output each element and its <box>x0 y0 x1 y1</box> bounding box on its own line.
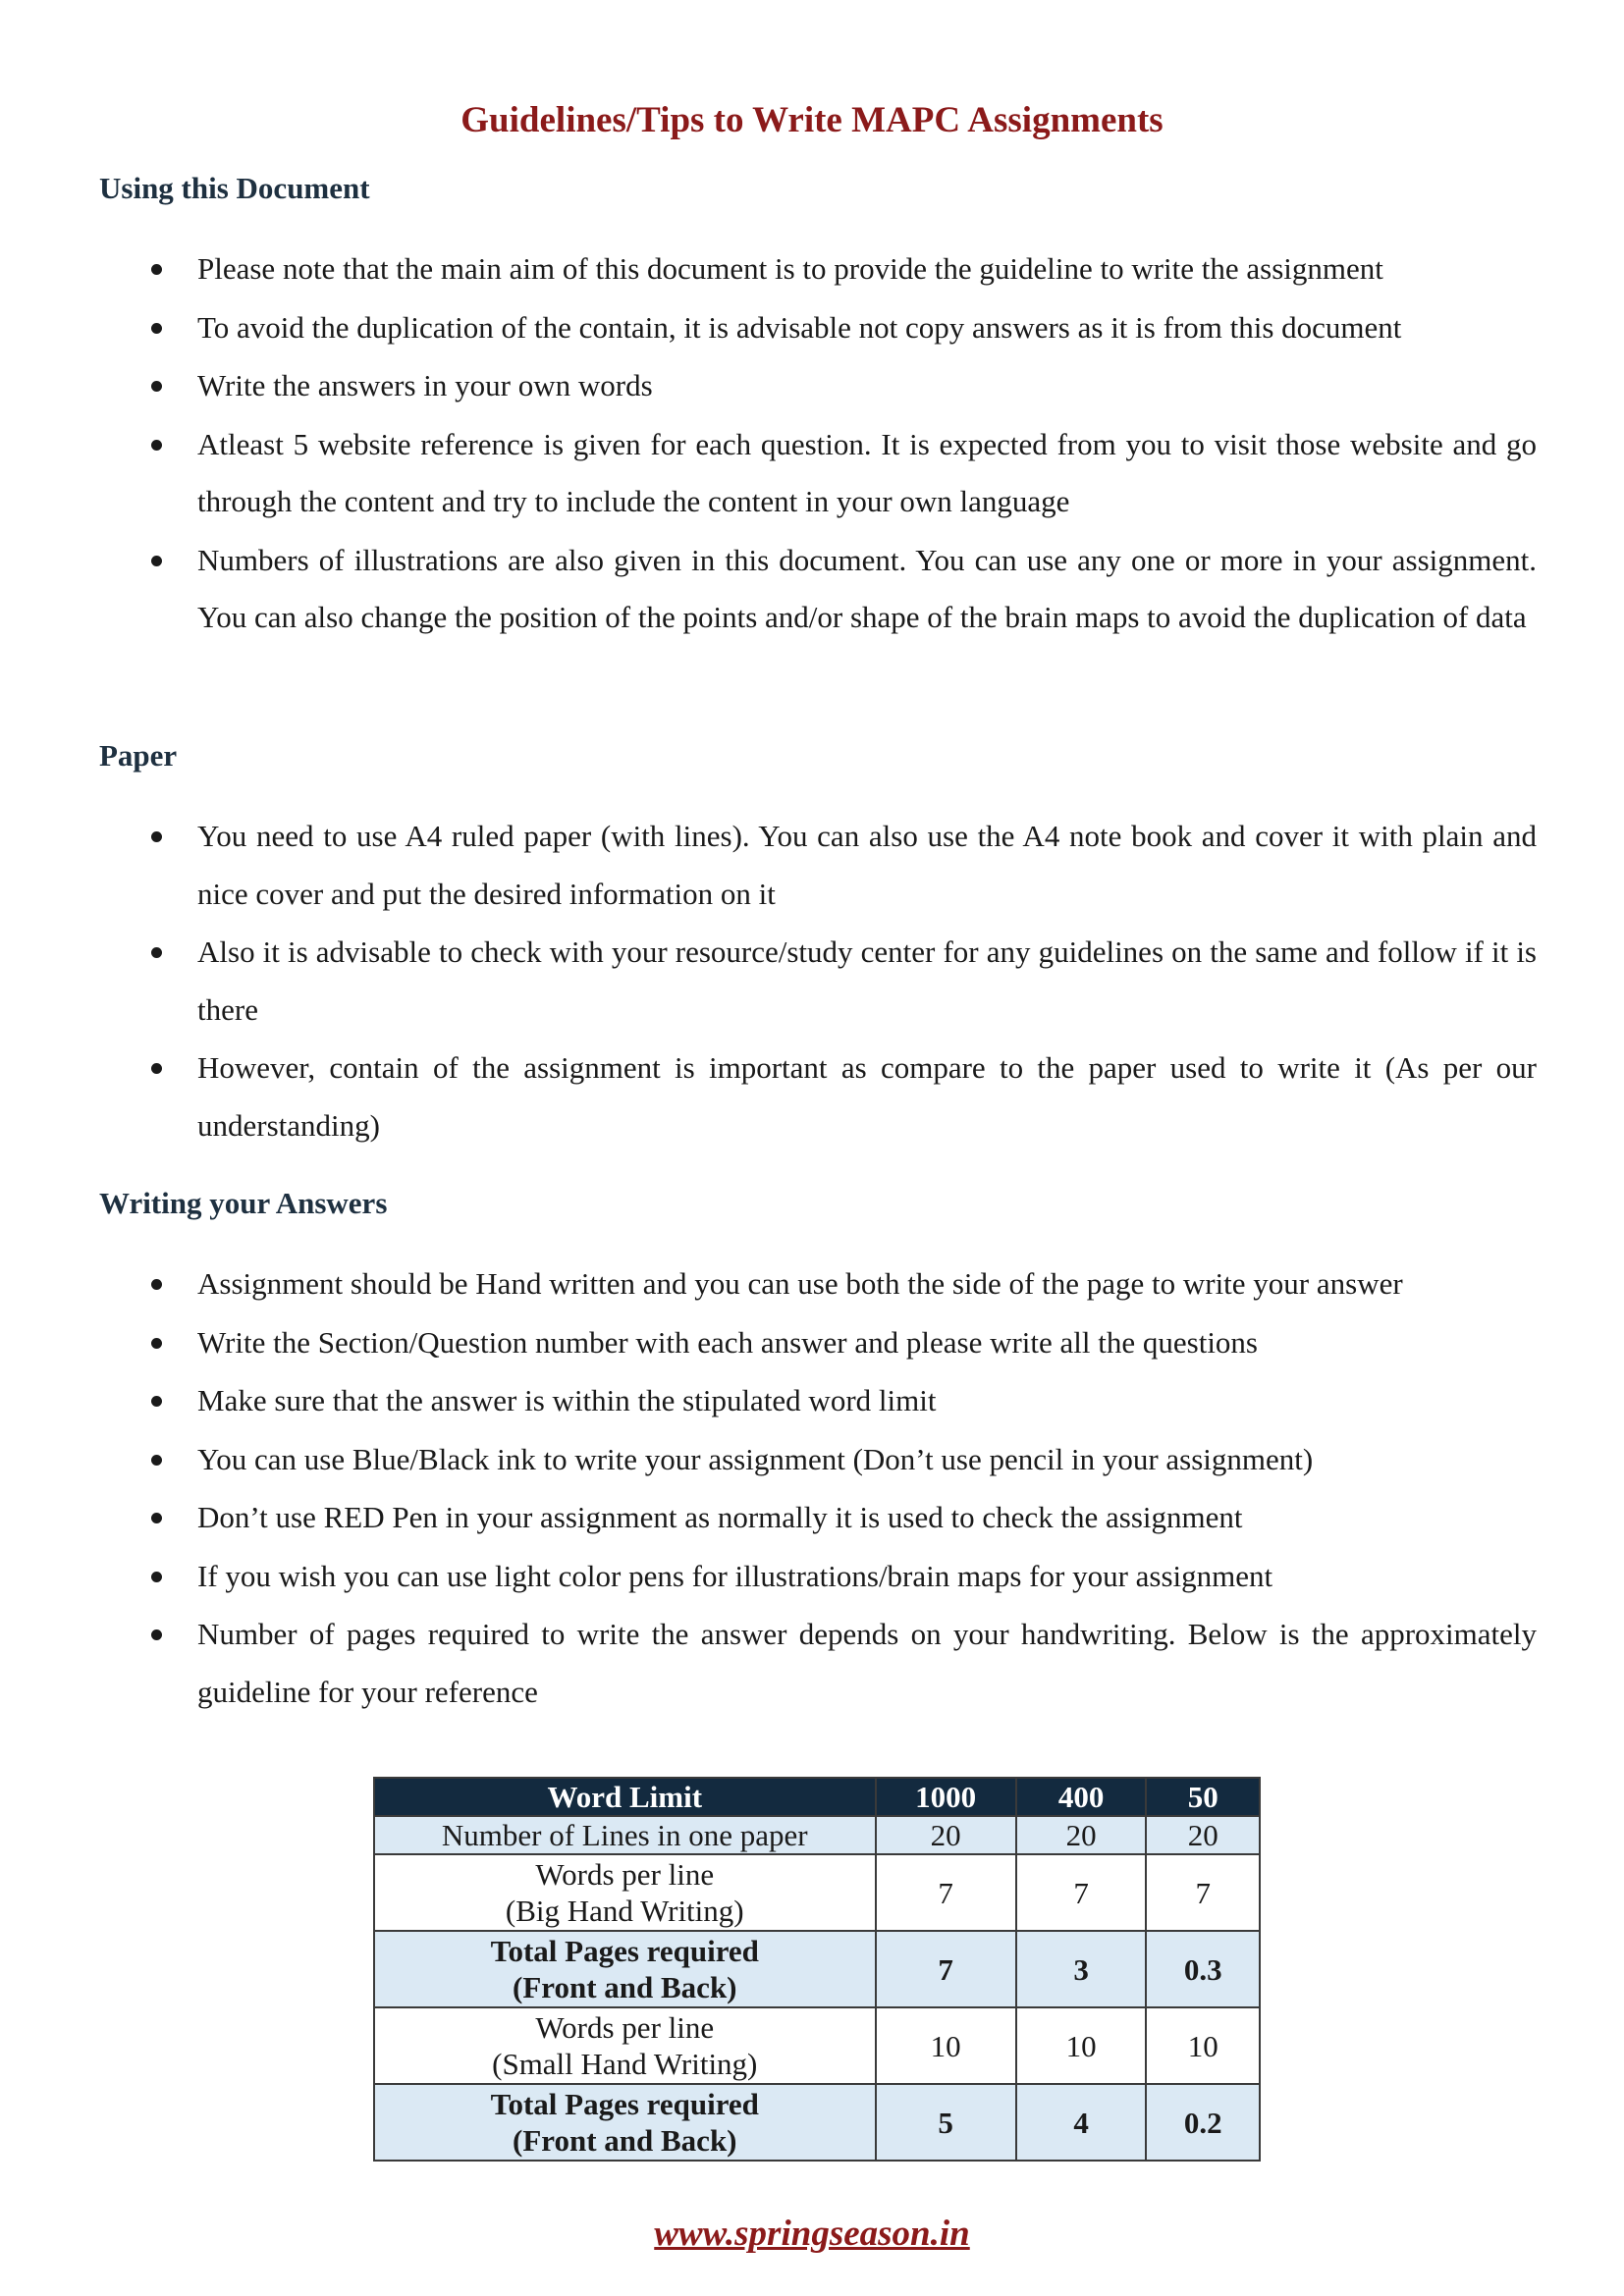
bullet-list-paper <box>0 808 1624 1154</box>
bullet-point-icon <box>151 440 162 451</box>
table-cell: 7 <box>1146 1854 1260 1931</box>
bullet-point-icon <box>151 947 162 958</box>
bullet-point-icon <box>151 381 162 392</box>
bullet-point-icon <box>151 1513 162 1523</box>
website-link[interactable]: www.springseason.in <box>654 2214 970 2254</box>
table-row-label <box>374 2007 876 2084</box>
bullet-item <box>197 1489 1537 1547</box>
table-cell: 3 <box>1016 1931 1147 2007</box>
label-line: Total Pages required <box>490 1934 759 1968</box>
document-title: Guidelines/Tips to Write MAPC Assignments <box>460 100 1164 140</box>
section-heading-paper: Paper <box>99 738 178 773</box>
table-cell: 0.2 <box>1146 2084 1260 2161</box>
bullet-item <box>197 1314 1537 1372</box>
label-line: (Front and Back) <box>513 1970 737 2004</box>
bullet-item <box>197 357 1537 415</box>
table-cell: 10 <box>1146 2007 1260 2084</box>
table-header-cell: 400 <box>1016 1778 1147 1816</box>
bullet-text: Don’t use RED Pen in your assignment as normally it is used to check the assignment <box>197 1500 1243 1534</box>
table-cell: 0.3 <box>1146 1931 1260 2007</box>
label-line: Number of Lines in one paper <box>441 1818 808 1852</box>
label-line: Words per line <box>535 1857 715 1892</box>
bullet-item <box>197 240 1537 298</box>
table-cell: 20 <box>1016 1816 1147 1854</box>
bullet-text: If you wish you can use light color pens for illustrations/brain maps for your assignment <box>197 1558 1273 1593</box>
bullet-item <box>197 416 1537 531</box>
bullet-point-icon <box>151 264 162 275</box>
table-cell: 20 <box>1146 1816 1260 1854</box>
bullet-text: Numbers of illustrations are also given in this document. You can use any one or more in your assignment. You can also change the position of the points and/or shape of the brain maps to avoid the duplication of data <box>197 542 1537 634</box>
table-header-cell: 50 <box>1146 1778 1260 1816</box>
bullet-item <box>197 924 1537 1039</box>
bullet-point-icon <box>151 556 162 566</box>
bullet-point-icon <box>151 1455 162 1466</box>
bullet-item <box>197 808 1537 923</box>
bullet-text: Atleast 5 website reference is given for each question. It is expected from you to visit those website and go through the content and try to include the content in your own language <box>197 426 1537 518</box>
table-cell: 4 <box>1016 2084 1147 2161</box>
label-line: Total Pages required <box>490 2087 759 2121</box>
bullet-point-icon <box>151 831 162 842</box>
bullet-item <box>197 299 1537 357</box>
bullet-point-icon <box>151 1063 162 1074</box>
label-line: (Small Hand Writing) <box>492 2047 758 2081</box>
label-line: (Front and Back) <box>513 2123 737 2158</box>
table-row-label <box>374 2084 876 2161</box>
table-cell: 7 <box>876 1931 1016 2007</box>
table-cell: 20 <box>876 1816 1016 1854</box>
table-cell: 10 <box>876 2007 1016 2084</box>
table-cell: 7 <box>1016 1854 1147 1931</box>
bullet-text: However, contain of the assignment is important as compare to the paper used to write it (As per our understanding) <box>197 1050 1537 1143</box>
bullet-item <box>197 1372 1537 1430</box>
bullet-point-icon <box>151 1338 162 1349</box>
table-row-label <box>374 1931 876 2007</box>
bullet-text: Number of pages required to write the answer depends on your handwriting. Below is the approximately guideline for your reference <box>197 1617 1537 1709</box>
bullet-point-icon <box>151 1396 162 1407</box>
table-header-row <box>374 1778 1260 1816</box>
bullet-point-icon <box>151 1279 162 1290</box>
bullet-item <box>197 1606 1537 1721</box>
bullet-item <box>197 1431 1537 1489</box>
bullet-text: Write the Section/Question number with each answer and please write all the questions <box>197 1324 1258 1360</box>
bullet-list-using-this-document <box>0 240 1624 647</box>
table-row <box>374 1931 1260 2007</box>
bullet-text: Assignment should be Hand written and you can use both the side of the page to write your answer <box>197 1266 1403 1301</box>
bullet-item <box>197 1040 1537 1154</box>
bullet-text: To avoid the duplication of the contain, it is advisable not copy answers as it is from this document <box>197 309 1402 345</box>
bullet-item <box>197 532 1537 647</box>
table-row <box>374 1854 1260 1931</box>
bullet-text: You need to use A4 ruled paper (with lines). You can also use the A4 note book and cover it with plain and nice cover and put the desired information on it <box>197 819 1537 911</box>
section-heading-writing-your-answers: Writing your Answers <box>99 1186 388 1220</box>
table-cell: 7 <box>876 1854 1016 1931</box>
bullet-text: Write the answers in your own words <box>197 368 653 402</box>
bullet-point-icon <box>151 1629 162 1640</box>
table-cell: 5 <box>876 2084 1016 2161</box>
label-line: Words per line <box>535 2010 715 2045</box>
word-limit-table <box>373 1777 1261 2162</box>
table-row-label <box>374 1854 876 1931</box>
bullet-item <box>197 1255 1537 1313</box>
bullet-text: Make sure that the answer is within the stipulated word limit <box>197 1383 937 1417</box>
bullet-point-icon <box>151 1572 162 1582</box>
bullet-point-icon <box>151 323 162 334</box>
section-heading-using-this-document: Using this Document <box>99 171 370 205</box>
table-row <box>374 2007 1260 2084</box>
bullet-list-writing-your-answers <box>0 1255 1624 1721</box>
table-row <box>374 1816 1260 1854</box>
bullet-text: Also it is advisable to check with your resource/study center for any guidelines on the same and follow if it is there <box>197 934 1537 1027</box>
table-header-cell: 1000 <box>876 1778 1016 1816</box>
table-header-cell: Word Limit <box>374 1778 876 1816</box>
bullet-item <box>197 1548 1537 1606</box>
label-line: (Big Hand Writing) <box>505 1894 744 1928</box>
bullet-text: Please note that the main aim of this document is to provide the guideline to write the assignment <box>197 251 1383 286</box>
table-row <box>374 2084 1260 2161</box>
bullet-text: You can use Blue/Black ink to write your assignment (Don’t use pencil in your assignment) <box>197 1441 1314 1476</box>
table-row-label <box>374 1816 876 1854</box>
table-cell: 10 <box>1016 2007 1147 2084</box>
